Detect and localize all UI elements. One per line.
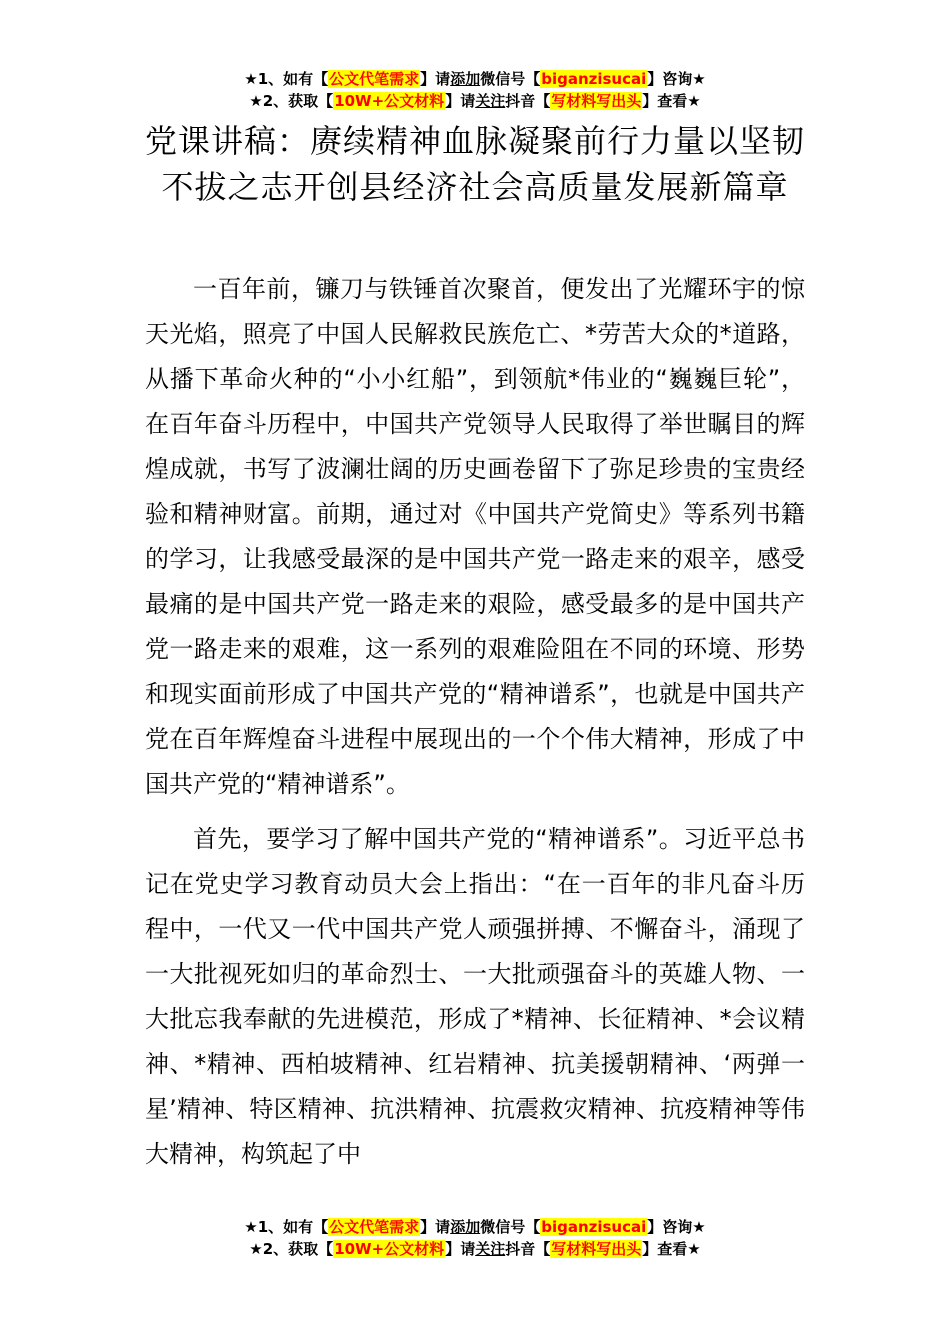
paragraph: 首先，要学习了解中国共产党的“精神谱系”。习近平总书记在党史学习教育动员大会上指出：“在一百年的非凡奋斗历程中，一代又一代中国共产党人顽强拼搏、不懈奋斗，涌现了一大批视死如归的革命烈士、一大批顽强奋斗的英雄人物、一大批忘我奉献的先进模范，形成了*精神、长征精神、*会议精神、*精神、西柏坡精神、红岩精神、抗美援朝精神、‘两弹一星’精神、特区精神、抗洪精神、抗震救灾精神、抗疫精神等伟大精神，构筑起了中 — [145, 825, 805, 1168]
document-title: 党课讲稿：赓续精神血脉凝聚前行力量以坚韧不拔之志开创县经济社会高质量发展新篇章 — [145, 122, 806, 206]
highlight-douyin-account: 写材料写出头 — [551, 1240, 642, 1258]
header-banner — [0, 68, 950, 112]
footer-line-2: ★2、获取【10W+公文材料】请关注抖音【写材料写出头】查看★ — [249, 1240, 701, 1258]
highlight-materials: 10W+公文材料 — [334, 92, 445, 110]
highlight-materials: 10W+公文材料 — [334, 1240, 445, 1258]
footer-banner — [0, 1216, 950, 1260]
highlight-douyin-account: 写材料写出头 — [551, 92, 642, 110]
header-line-2: ★2、获取【10W+公文材料】请关注抖音【写材料写出头】查看★ — [249, 92, 701, 110]
paragraph: 一百年前，镰刀与铁锤首次聚首，便发出了光耀环宇的惊天光焰，照亮了中国人民解救民族危亡、*劳苦大众的*道路，从播下革命火种的“小小红船”，到领航*伟业的“巍巍巨轮”，在百年奋斗历程中，中国共产党领导人民取得了举世瞩目的辉煌成就，书写了波澜壮阔的历史画卷留下了弥足珍贵的宝贵经验和精神财富。前期，通过对《中国共产党简史》等系列书籍的学习，让我感受最深的是中国共产党一路走来的艰辛，感受最痛的是中国共产党一路走来的艰险，感受最多的是中国共产党一路走来的艰难，这一系列的艰难险阻在不同的环境、形势和现实面前形成了中国共产党的“精神谱系”，也就是中国共产党在百年辉煌奋斗进程中展现出的一个个伟大精神，形成了中国共产党的“精神谱系”。 — [145, 275, 805, 798]
highlight-service: 公文代笔需求 — [329, 1218, 420, 1236]
highlight-wechat-id: biganzisucai — [541, 70, 647, 88]
highlight-service: 公文代笔需求 — [329, 70, 420, 88]
highlight-wechat-id: biganzisucai — [541, 1218, 647, 1236]
document-body — [145, 267, 805, 1187]
header-line-1: ★1、如有【公文代笔需求】请添加微信号【biganzisucai】咨询★ — [244, 70, 706, 88]
footer-line-1: ★1、如有【公文代笔需求】请添加微信号【biganzisucai】咨询★ — [244, 1218, 706, 1236]
